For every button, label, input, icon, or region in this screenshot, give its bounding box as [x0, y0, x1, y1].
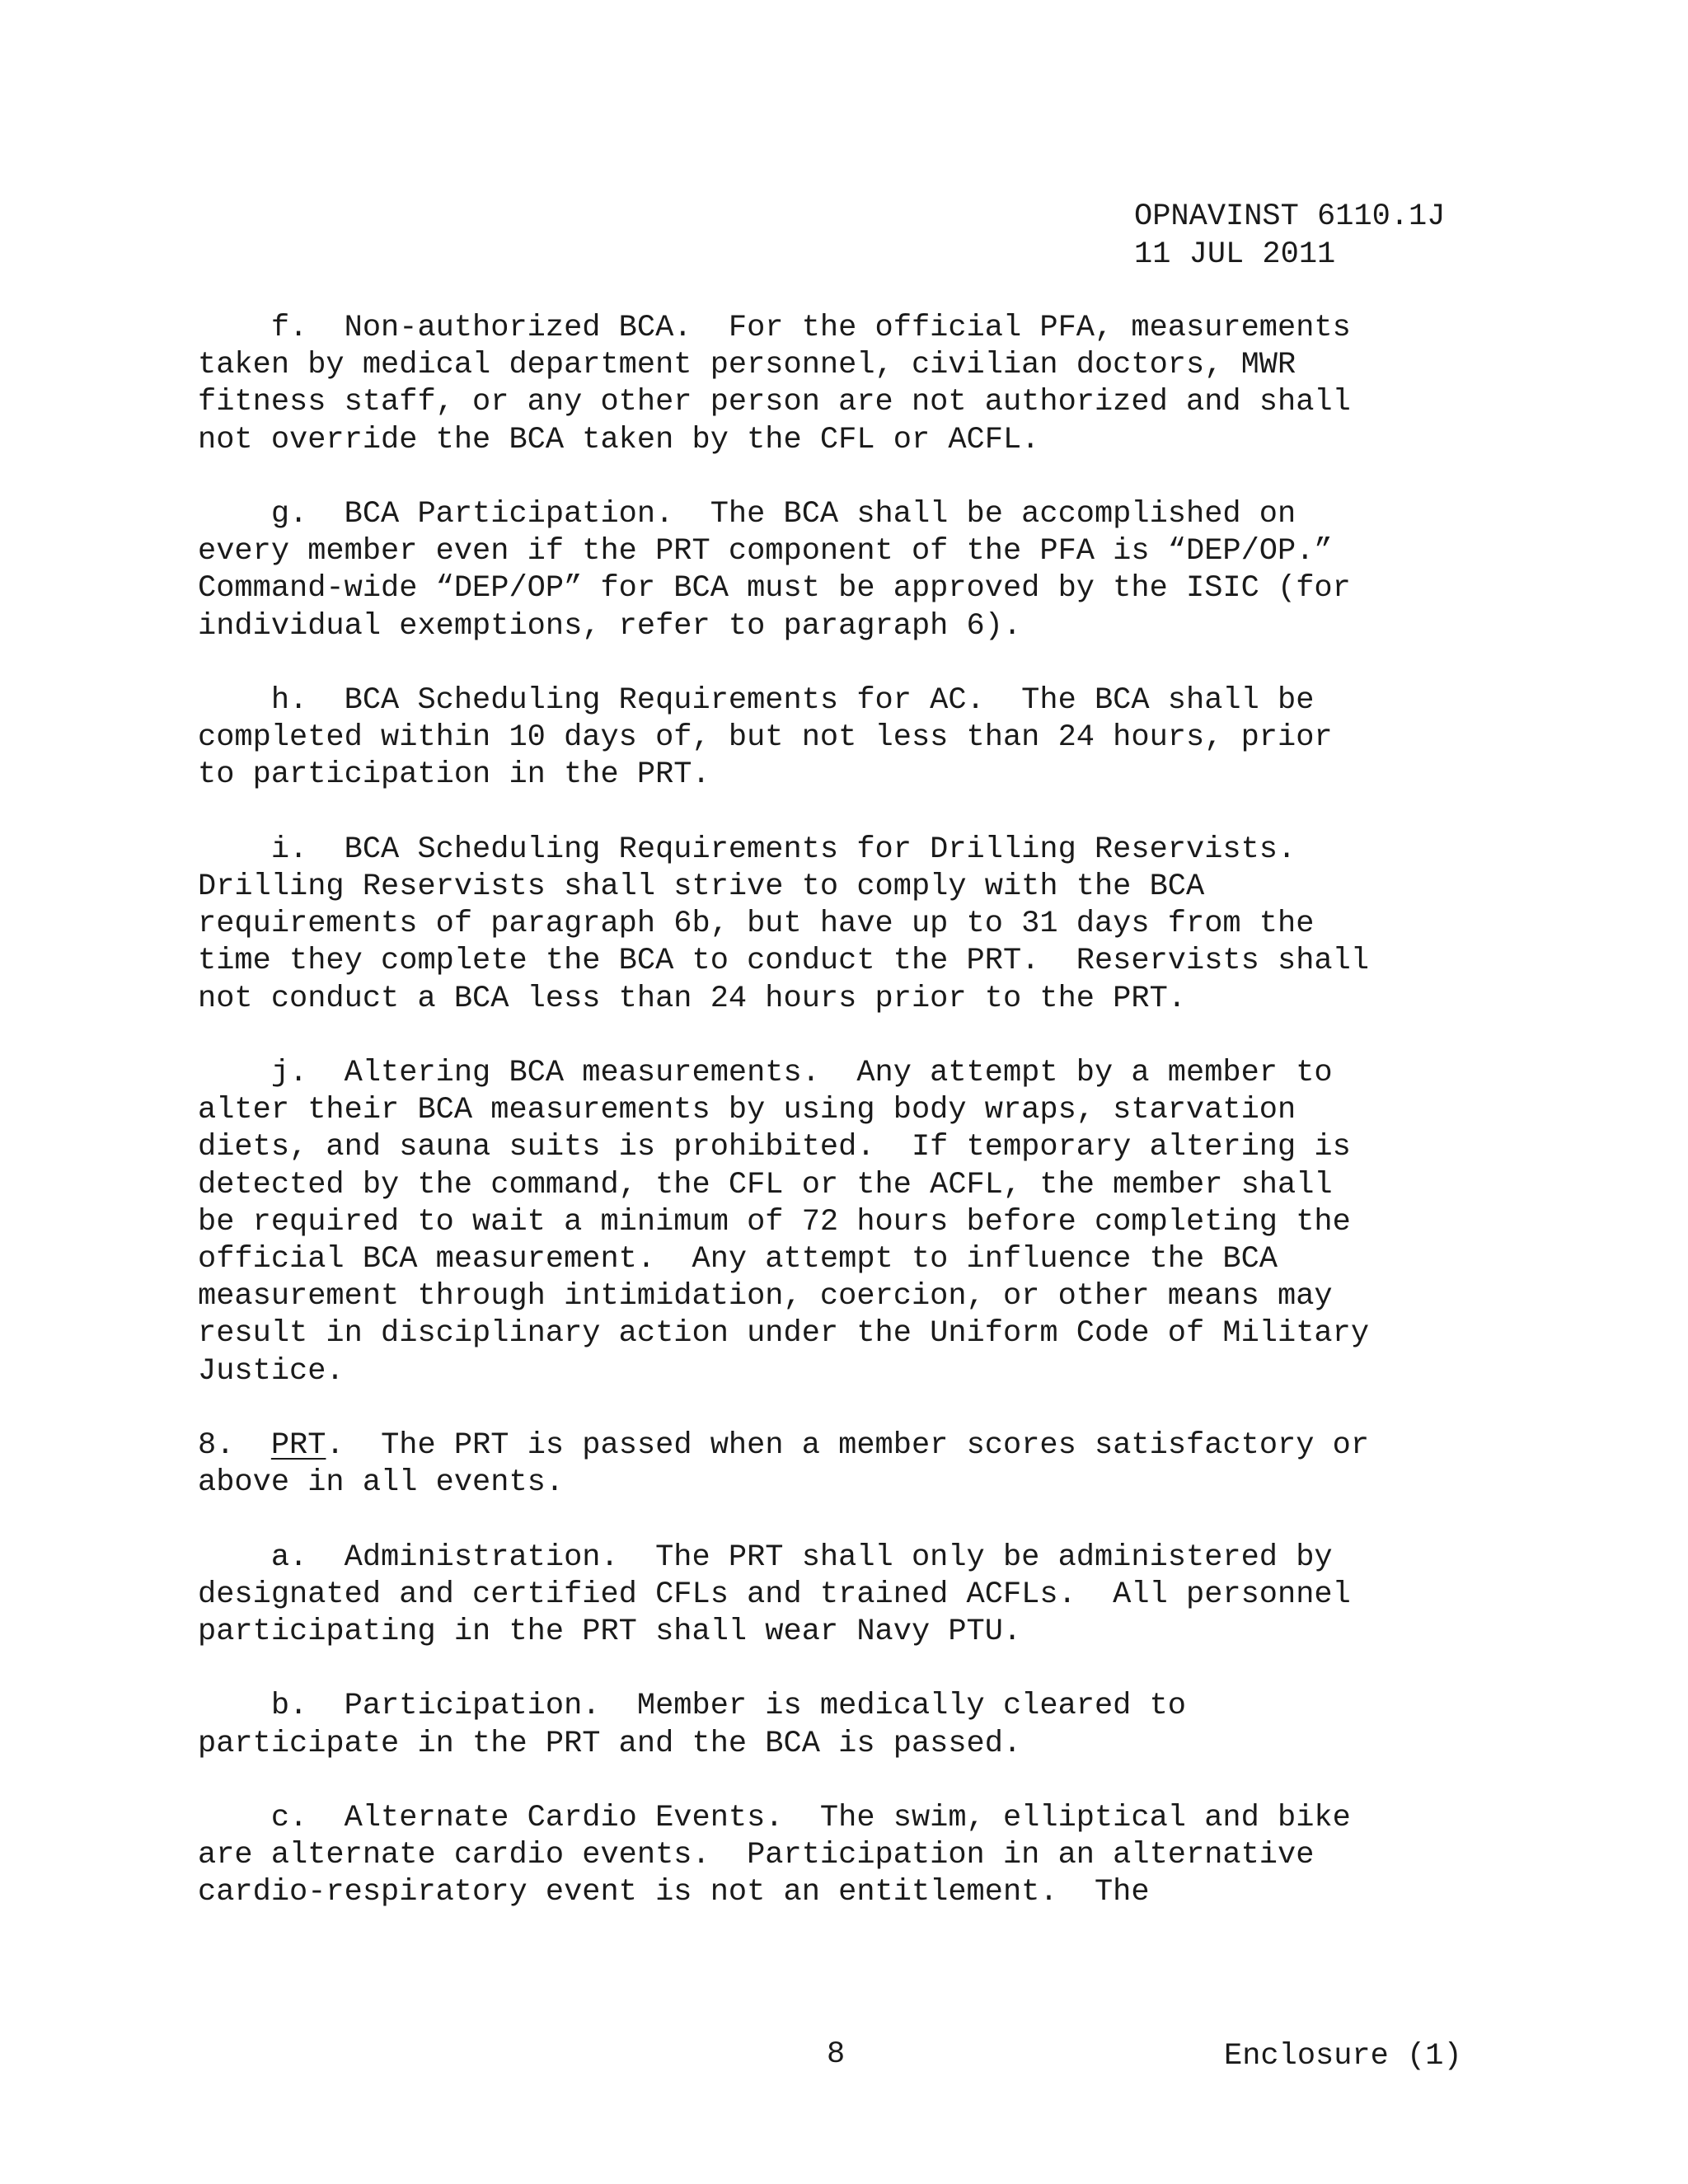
section-number: 8. [198, 1428, 271, 1464]
text-line: alter their BCA measurements by using body wraps, starvation [198, 1093, 1296, 1128]
text-line: not conduct a BCA less than 24 hours prior to the PRT. [198, 981, 1186, 1016]
text-line: i. BCA Scheduling Requirements for Drilling Reservists. [198, 832, 1296, 867]
paragraph-c [198, 1800, 1484, 1912]
text-line: Drilling Reservists shall strive to comply with the BCA [198, 869, 1205, 904]
text-line: Justice. [198, 1353, 345, 1389]
paragraph-j [198, 1055, 1484, 1390]
body-text [198, 310, 1484, 1912]
text-line: cardio-respiratory event is not an entitlement. The [198, 1875, 1150, 1910]
paragraph-f [198, 310, 1484, 459]
text-line: to participation in the PRT. [198, 757, 710, 793]
text-line: diets, and sauna suits is prohibited. If temporary altering is [198, 1130, 1351, 1165]
text-line [198, 1427, 1484, 1465]
text-line: every member even if the PRT component of the PFA is “DEP/OP.” [198, 534, 1333, 569]
text-line: b. Participation. Member is medically cleared to [198, 1689, 1186, 1724]
paragraph-h [198, 682, 1484, 794]
paragraph-i [198, 832, 1484, 1018]
text-line: f. Non-authorized BCA. For the official PFA, measurements [198, 311, 1351, 345]
paragraph-8-prt [198, 1427, 1484, 1502]
text-line: result in disciplinary action under the Uniform Code of Military [198, 1316, 1370, 1352]
section-first-line-rest: . The PRT is passed when a member scores satisfactory or [326, 1428, 1370, 1464]
text-line: g. BCA Participation. The BCA shall be accomplished on [198, 497, 1296, 532]
text-line: above in all events. [198, 1465, 565, 1501]
text-line: measurement through intimidation, coercion, or other means may [198, 1279, 1333, 1315]
text-line: h. BCA Scheduling Requirements for AC. The BCA shall be [198, 683, 1315, 718]
text-line: fitness staff, or any other person are not authorized and shall [198, 385, 1351, 420]
paragraph-b [198, 1688, 1484, 1762]
text-line: participate in the PRT and the BCA is passed. [198, 1726, 1022, 1761]
instruction-number: OPNAVINST 6110.1J [1134, 199, 1446, 234]
paragraph-a [198, 1540, 1484, 1652]
text-line: participating in the PRT shall wear Navy PTU. [198, 1615, 1022, 1650]
text-line: time they complete the BCA to conduct the PRT. Reservists shall [198, 944, 1370, 979]
section-heading-prt: PRT [270, 1428, 326, 1464]
page-number: 8 [827, 2037, 846, 2072]
text-line: official BCA measurement. Any attempt to influence the BCA [198, 1242, 1278, 1277]
paragraph-g [198, 496, 1484, 645]
text-line: individual exemptions, refer to paragraph 6). [198, 608, 1022, 644]
text-line: Command-wide “DEP/OP” for BCA must be approved by the ISIC (for [198, 571, 1351, 607]
text-line: completed within 10 days of, but not less than 24 hours, prior [198, 720, 1333, 756]
document-header [1134, 198, 1445, 274]
text-line: be required to wait a minimum of 72 hours before completing the [198, 1204, 1351, 1240]
text-line: designated and certified CFLs and trained ACFLs. All personnel [198, 1577, 1351, 1612]
text-line: a. Administration. The PRT shall only be administered by [198, 1540, 1333, 1575]
text-line: c. Alternate Cardio Events. The swim, elliptical and bike [198, 1801, 1351, 1835]
instruction-date: 11 JUL 2011 [1134, 237, 1336, 272]
text-line: taken by medical department personnel, civilian doctors, MWR [198, 348, 1296, 383]
text-line: are alternate cardio events. Participation in an alternative [198, 1838, 1315, 1873]
text-line: requirements of paragraph 6b, but have up to 31 days from the [198, 907, 1315, 942]
text-line: detected by the command, the CFL or the ACFL, the member shall [198, 1167, 1333, 1202]
text-line: j. Altering BCA measurements. Any attempt by a member to [198, 1056, 1333, 1090]
enclosure-label: Enclosure (1) [1224, 2039, 1462, 2074]
text-line: not override the BCA taken by the CFL or ACFL. [198, 422, 1040, 457]
